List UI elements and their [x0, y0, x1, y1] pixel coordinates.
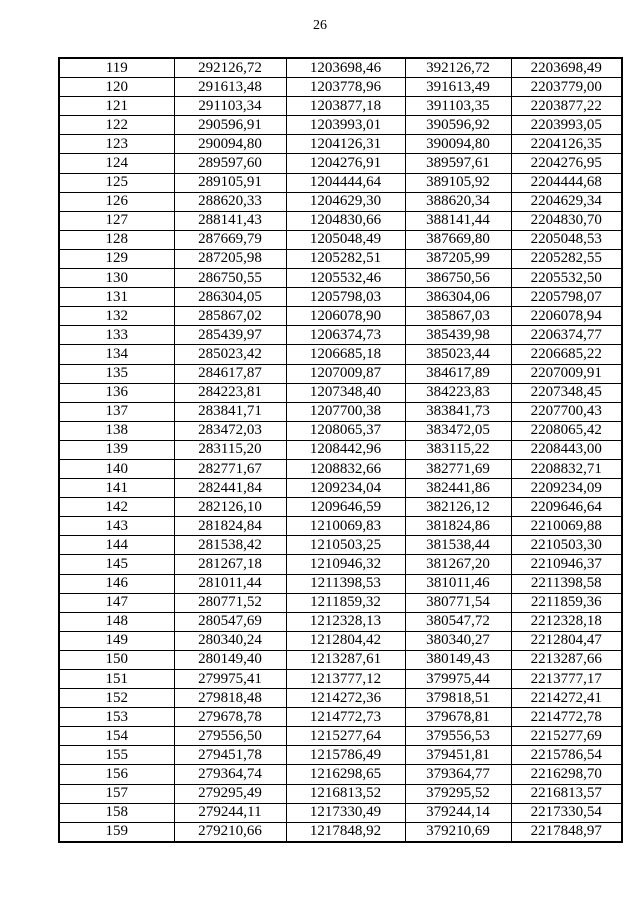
point-number-cell: 151: [59, 670, 174, 689]
y2-cell: 2204444,68: [511, 173, 622, 192]
point-number-cell: 131: [59, 288, 174, 307]
x2-cell: 391613,49: [405, 78, 511, 97]
x2-cell: 379818,51: [405, 689, 511, 708]
table-row: [59, 345, 622, 364]
y1-cell: 1209234,04: [286, 479, 405, 498]
y1-cell: 1208442,96: [286, 440, 405, 459]
y1-cell: 1213777,12: [286, 670, 405, 689]
x1-cell: 288620,33: [174, 192, 286, 211]
y2-cell: 2205048,53: [511, 230, 622, 249]
y2-cell: 2216298,70: [511, 765, 622, 784]
x2-cell: 391103,35: [405, 97, 511, 116]
table-row: [59, 670, 622, 689]
x2-cell: 379364,77: [405, 765, 511, 784]
point-number-cell: 154: [59, 727, 174, 746]
x1-cell: 279451,78: [174, 746, 286, 765]
table-row: [59, 58, 622, 78]
x1-cell: 285023,42: [174, 345, 286, 364]
x1-cell: 279295,49: [174, 784, 286, 803]
x1-cell: 283841,71: [174, 402, 286, 421]
point-number-cell: 144: [59, 536, 174, 555]
x2-cell: 385867,03: [405, 307, 511, 326]
x2-cell: 379556,53: [405, 727, 511, 746]
y2-cell: 2206078,94: [511, 307, 622, 326]
y2-cell: 2206374,77: [511, 326, 622, 345]
x2-cell: 381011,46: [405, 574, 511, 593]
y2-cell: 2209234,09: [511, 479, 622, 498]
x1-cell: 290596,91: [174, 116, 286, 135]
table-row: [59, 650, 622, 669]
y1-cell: 1206374,73: [286, 326, 405, 345]
point-number-cell: 149: [59, 631, 174, 650]
y1-cell: 1214772,73: [286, 708, 405, 727]
point-number-cell: 120: [59, 78, 174, 97]
y1-cell: 1208065,37: [286, 421, 405, 440]
table-row: [59, 116, 622, 135]
y2-cell: 2213287,66: [511, 650, 622, 669]
point-number-cell: 122: [59, 116, 174, 135]
y2-cell: 2210503,30: [511, 536, 622, 555]
y1-cell: 1207700,38: [286, 402, 405, 421]
point-number-cell: 129: [59, 249, 174, 268]
x1-cell: 284617,87: [174, 364, 286, 383]
x1-cell: 289105,91: [174, 173, 286, 192]
y1-cell: 1215786,49: [286, 746, 405, 765]
point-number-cell: 150: [59, 650, 174, 669]
y2-cell: 2209646,64: [511, 498, 622, 517]
y1-cell: 1207009,87: [286, 364, 405, 383]
x1-cell: 288141,43: [174, 211, 286, 230]
x1-cell: 281824,84: [174, 517, 286, 536]
x2-cell: 390094,80: [405, 135, 511, 154]
x2-cell: 383115,22: [405, 440, 511, 459]
y2-cell: 2204276,95: [511, 154, 622, 173]
point-number-cell: 127: [59, 211, 174, 230]
point-number-cell: 141: [59, 479, 174, 498]
x1-cell: 281011,44: [174, 574, 286, 593]
x1-cell: 279678,78: [174, 708, 286, 727]
y1-cell: 1207348,40: [286, 383, 405, 402]
table-row: [59, 249, 622, 268]
y1-cell: 1204126,31: [286, 135, 405, 154]
table-row: [59, 211, 622, 230]
x2-cell: 390596,92: [405, 116, 511, 135]
coordinates-table-body: [59, 58, 622, 842]
table-row: [59, 479, 622, 498]
point-number-cell: 133: [59, 326, 174, 345]
table-row: [59, 440, 622, 459]
y2-cell: 2208443,00: [511, 440, 622, 459]
point-number-cell: 136: [59, 383, 174, 402]
point-number-cell: 125: [59, 173, 174, 192]
page-number: 26: [313, 18, 327, 33]
x2-cell: 379210,69: [405, 822, 511, 842]
point-number-cell: 142: [59, 498, 174, 517]
x1-cell: 292126,72: [174, 58, 286, 78]
table-row: [59, 402, 622, 421]
point-number-cell: 126: [59, 192, 174, 211]
point-number-cell: 146: [59, 574, 174, 593]
point-number-cell: 147: [59, 593, 174, 612]
point-number-cell: 137: [59, 402, 174, 421]
point-number-cell: 138: [59, 421, 174, 440]
y2-cell: 2215277,69: [511, 727, 622, 746]
y2-cell: 2211398,58: [511, 574, 622, 593]
point-number-cell: 134: [59, 345, 174, 364]
coordinates-table: [58, 57, 623, 843]
point-number-cell: 140: [59, 459, 174, 478]
y2-cell: 2208832,71: [511, 459, 622, 478]
table-row: [59, 765, 622, 784]
y2-cell: 2205798,07: [511, 288, 622, 307]
x1-cell: 284223,81: [174, 383, 286, 402]
point-number-cell: 155: [59, 746, 174, 765]
point-number-cell: 135: [59, 364, 174, 383]
y2-cell: 2204126,35: [511, 135, 622, 154]
y2-cell: 2205532,50: [511, 269, 622, 288]
table-row: [59, 498, 622, 517]
x2-cell: 387669,80: [405, 230, 511, 249]
table-row: [59, 269, 622, 288]
x2-cell: 389597,61: [405, 154, 511, 173]
table-row: [59, 746, 622, 765]
x1-cell: 279818,48: [174, 689, 286, 708]
x1-cell: 280547,69: [174, 612, 286, 631]
x1-cell: 282771,67: [174, 459, 286, 478]
point-number-cell: 128: [59, 230, 174, 249]
table-row: [59, 421, 622, 440]
y2-cell: 2217848,97: [511, 822, 622, 842]
x2-cell: 384617,89: [405, 364, 511, 383]
y2-cell: 2206685,22: [511, 345, 622, 364]
table-row: [59, 555, 622, 574]
y1-cell: 1211398,53: [286, 574, 405, 593]
x2-cell: 383472,05: [405, 421, 511, 440]
y2-cell: 2216813,57: [511, 784, 622, 803]
x2-cell: 384223,83: [405, 383, 511, 402]
x1-cell: 279364,74: [174, 765, 286, 784]
y1-cell: 1212328,13: [286, 612, 405, 631]
table-row: [59, 708, 622, 727]
y1-cell: 1203877,18: [286, 97, 405, 116]
x1-cell: 281267,18: [174, 555, 286, 574]
y1-cell: 1203778,96: [286, 78, 405, 97]
point-number-cell: 119: [59, 58, 174, 78]
x2-cell: 379451,81: [405, 746, 511, 765]
x2-cell: 380547,72: [405, 612, 511, 631]
y1-cell: 1205532,46: [286, 269, 405, 288]
x2-cell: 386750,56: [405, 269, 511, 288]
y1-cell: 1204276,91: [286, 154, 405, 173]
y1-cell: 1212804,42: [286, 631, 405, 650]
y2-cell: 2210069,88: [511, 517, 622, 536]
x1-cell: 287669,79: [174, 230, 286, 249]
x1-cell: 283472,03: [174, 421, 286, 440]
table-row: [59, 612, 622, 631]
point-number-cell: 152: [59, 689, 174, 708]
y2-cell: 2204830,70: [511, 211, 622, 230]
y1-cell: 1205048,49: [286, 230, 405, 249]
x2-cell: 382441,86: [405, 479, 511, 498]
point-number-cell: 139: [59, 440, 174, 459]
y2-cell: 2207348,45: [511, 383, 622, 402]
y2-cell: 2213777,17: [511, 670, 622, 689]
x2-cell: 387205,99: [405, 249, 511, 268]
x1-cell: 282441,84: [174, 479, 286, 498]
y2-cell: 2215786,54: [511, 746, 622, 765]
y1-cell: 1211859,32: [286, 593, 405, 612]
y1-cell: 1208832,66: [286, 459, 405, 478]
table-row: [59, 154, 622, 173]
y1-cell: 1206685,18: [286, 345, 405, 364]
x1-cell: 287205,98: [174, 249, 286, 268]
table-row: [59, 574, 622, 593]
y2-cell: 2207700,43: [511, 402, 622, 421]
point-number-cell: 132: [59, 307, 174, 326]
x1-cell: 285867,02: [174, 307, 286, 326]
y1-cell: 1214272,36: [286, 689, 405, 708]
y1-cell: 1217330,49: [286, 803, 405, 822]
point-number-cell: 145: [59, 555, 174, 574]
y1-cell: 1204629,30: [286, 192, 405, 211]
y1-cell: 1206078,90: [286, 307, 405, 326]
x1-cell: 279244,11: [174, 803, 286, 822]
x1-cell: 286750,55: [174, 269, 286, 288]
point-number-cell: 158: [59, 803, 174, 822]
table-row: [59, 78, 622, 97]
y1-cell: 1215277,64: [286, 727, 405, 746]
point-number-cell: 156: [59, 765, 174, 784]
point-number-cell: 153: [59, 708, 174, 727]
x2-cell: 380340,27: [405, 631, 511, 650]
x1-cell: 280771,52: [174, 593, 286, 612]
x1-cell: 289597,60: [174, 154, 286, 173]
x2-cell: 381538,44: [405, 536, 511, 555]
table-row: [59, 631, 622, 650]
y1-cell: 1216298,65: [286, 765, 405, 784]
y2-cell: 2204629,34: [511, 192, 622, 211]
point-number-cell: 121: [59, 97, 174, 116]
table-row: [59, 689, 622, 708]
x1-cell: 283115,20: [174, 440, 286, 459]
x2-cell: 385023,44: [405, 345, 511, 364]
y2-cell: 2205282,55: [511, 249, 622, 268]
y2-cell: 2207009,91: [511, 364, 622, 383]
point-number-cell: 159: [59, 822, 174, 842]
y1-cell: 1217848,92: [286, 822, 405, 842]
y2-cell: 2203698,49: [511, 58, 622, 78]
x2-cell: 380771,54: [405, 593, 511, 612]
x1-cell: 291103,34: [174, 97, 286, 116]
x1-cell: 279975,41: [174, 670, 286, 689]
table-row: [59, 288, 622, 307]
x1-cell: 280149,40: [174, 650, 286, 669]
x2-cell: 381824,86: [405, 517, 511, 536]
y1-cell: 1213287,61: [286, 650, 405, 669]
y1-cell: 1204444,64: [286, 173, 405, 192]
x1-cell: 291613,48: [174, 78, 286, 97]
y2-cell: 2211859,36: [511, 593, 622, 612]
y1-cell: 1205282,51: [286, 249, 405, 268]
y1-cell: 1203698,46: [286, 58, 405, 78]
y1-cell: 1209646,59: [286, 498, 405, 517]
table-row: [59, 517, 622, 536]
y2-cell: 2210946,37: [511, 555, 622, 574]
table-row: [59, 307, 622, 326]
y1-cell: 1203993,01: [286, 116, 405, 135]
x2-cell: 383841,73: [405, 402, 511, 421]
table-row: [59, 364, 622, 383]
table-row: [59, 593, 622, 612]
x2-cell: 381267,20: [405, 555, 511, 574]
point-number-cell: 148: [59, 612, 174, 631]
point-number-cell: 143: [59, 517, 174, 536]
x1-cell: 286304,05: [174, 288, 286, 307]
x2-cell: 389105,92: [405, 173, 511, 192]
x1-cell: 279210,66: [174, 822, 286, 842]
table-row: [59, 135, 622, 154]
y2-cell: 2214772,78: [511, 708, 622, 727]
point-number-cell: 130: [59, 269, 174, 288]
y2-cell: 2212328,18: [511, 612, 622, 631]
x2-cell: 379678,81: [405, 708, 511, 727]
x2-cell: 392126,72: [405, 58, 511, 78]
table-row: [59, 192, 622, 211]
y1-cell: 1204830,66: [286, 211, 405, 230]
y2-cell: 2208065,42: [511, 421, 622, 440]
table-row: [59, 97, 622, 116]
x2-cell: 379295,52: [405, 784, 511, 803]
x1-cell: 281538,42: [174, 536, 286, 555]
table-row: [59, 173, 622, 192]
table-row: [59, 230, 622, 249]
y2-cell: 2203779,00: [511, 78, 622, 97]
x2-cell: 386304,06: [405, 288, 511, 307]
y2-cell: 2212804,47: [511, 631, 622, 650]
table-row: [59, 459, 622, 478]
table-row: [59, 727, 622, 746]
table-row: [59, 803, 622, 822]
x2-cell: 379975,44: [405, 670, 511, 689]
x2-cell: 388620,34: [405, 192, 511, 211]
y2-cell: 2217330,54: [511, 803, 622, 822]
x1-cell: 279556,50: [174, 727, 286, 746]
point-number-cell: 123: [59, 135, 174, 154]
x1-cell: 282126,10: [174, 498, 286, 517]
y1-cell: 1216813,52: [286, 784, 405, 803]
point-number-cell: 124: [59, 154, 174, 173]
x2-cell: 380149,43: [405, 650, 511, 669]
x1-cell: 285439,97: [174, 326, 286, 345]
y2-cell: 2214272,41: [511, 689, 622, 708]
x2-cell: 385439,98: [405, 326, 511, 345]
x2-cell: 379244,14: [405, 803, 511, 822]
x2-cell: 388141,44: [405, 211, 511, 230]
x2-cell: 382771,69: [405, 459, 511, 478]
table-row: [59, 536, 622, 555]
x1-cell: 280340,24: [174, 631, 286, 650]
y2-cell: 2203993,05: [511, 116, 622, 135]
y1-cell: 1210503,25: [286, 536, 405, 555]
table-row: [59, 784, 622, 803]
table-row: [59, 383, 622, 402]
x1-cell: 290094,80: [174, 135, 286, 154]
y1-cell: 1210946,32: [286, 555, 405, 574]
y1-cell: 1205798,03: [286, 288, 405, 307]
table-row: [59, 822, 622, 842]
y2-cell: 2203877,22: [511, 97, 622, 116]
x2-cell: 382126,12: [405, 498, 511, 517]
y1-cell: 1210069,83: [286, 517, 405, 536]
table-row: [59, 326, 622, 345]
point-number-cell: 157: [59, 784, 174, 803]
